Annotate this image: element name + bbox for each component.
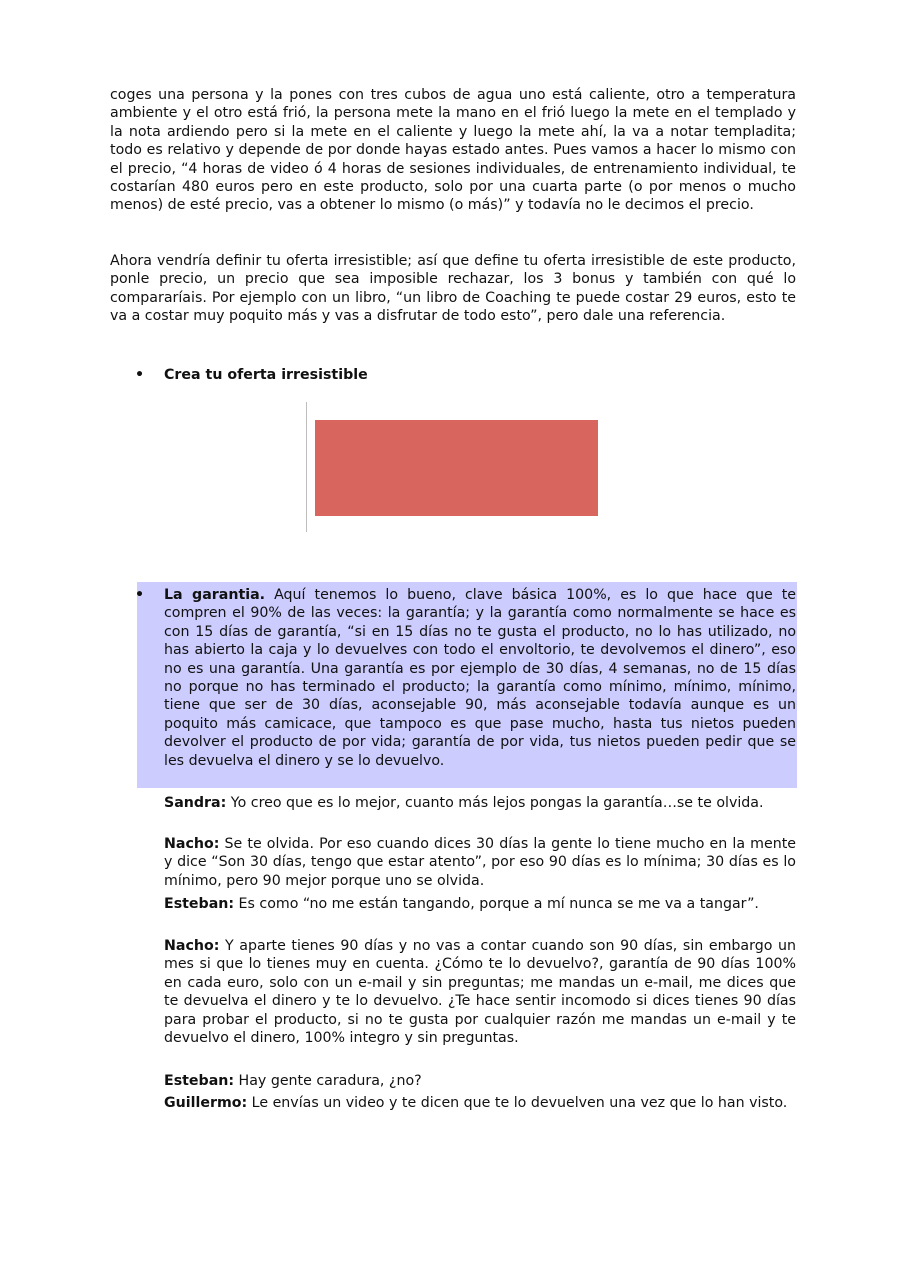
- diagram-shadow: [315, 420, 598, 516]
- dialog-line: [164, 1072, 796, 1090]
- diagram-guide-line: [306, 402, 307, 532]
- dialog-line: [164, 794, 796, 812]
- offer-table-diagram: [300, 400, 610, 540]
- dialog-line: [164, 835, 796, 890]
- dialog-text: Yo creo que es lo mejor, cuanto más lejos pongas la garantía…se te olvida.: [226, 795, 764, 811]
- speaker-name: Guillermo:: [164, 1095, 248, 1111]
- dialog-line: [164, 937, 796, 1047]
- dialog-line: [164, 1094, 796, 1112]
- bullet-body: [164, 586, 796, 770]
- speaker-name: Esteban:: [164, 896, 235, 912]
- body-paragraph: coges una persona y la pones con tres cubos de agua uno está caliente, otro a temperatura ambiente y el otro está frió, la persona mete la mano en el frió luego la mete en el templado y la nota ardiendo pero si la mete en el caliente y luego la mete ahí, la va a notar templadita; todo es relativo y depende de por donde hayas estado antes. Pues vamos a hacer lo mismo con el precio, “4 horas de video ó 4 horas de sesiones individuales, de entrenamiento individual, te costarían 480 euros pero en este producto, solo por una cuarta parte (o por menos o mucho menos) de esté precio, vas a obtener lo mismo (o más)” y todavía no le decimos el precio.: [110, 87, 796, 214]
- dialog-text: Se te olvida. Por eso cuando dices 30 días la gente lo tiene mucho en la mente y dice “Son 30 días, tengo que estar atento”, por eso 90 días es lo mínima; 30 días es lo mínimo, pero 90 mejor porque uno se olvida.: [164, 836, 796, 889]
- speaker-name: Esteban:: [164, 1073, 235, 1089]
- dialog-line: [164, 895, 796, 913]
- bullet-icon: •: [135, 367, 145, 383]
- speaker-name: Nacho:: [164, 938, 220, 954]
- speaker-name: Nacho:: [164, 836, 220, 852]
- dialog-text: Hay gente caradura, ¿no?: [234, 1073, 422, 1089]
- body-paragraph: Ahora vendría definir tu oferta irresistible; así que define tu oferta irresistible de este producto, ponle precio, un precio que sea imposible rechazar, los 3 bonus y también con qué lo compararíais. Por ejemplo con un libro, “un libro de Coaching te puede costar 29 euros, esto te va a costar muy poquito más y vas a disfrutar de todo esto”, pero dale una referencia.: [110, 253, 796, 325]
- bullet-item-oferta: [110, 366, 796, 386]
- dialog-text: Le envías un video y te dicen que te lo devuelven una vez que lo han visto.: [247, 1095, 788, 1111]
- speaker-name: Sandra:: [164, 795, 227, 811]
- dialog-text: Es como “no me están tangando, porque a mí nunca se me va a tangar”.: [234, 896, 759, 912]
- bullet-text: Aquí tenemos lo bueno, clave básica 100%, es lo que hace que te compren el 90% de las veces: la garantía; y la garantía como normalmente se hace es con 15 días de garantía, “si en 15 días no te gusta el producto, no lo has utilizado, no has abierto la caja y lo devuelves con todo el envoltorio, te devolvemos el dinero”, eso no es una garantía. Una garantía es por ejemplo de 30 días, 4 semanas, no de 15 días no porque no has terminado el producto; la garantía como mínimo, mínimo, mínimo, tiene que ser de 30 días, aconsejable 90, más aconsejable todavía aunque es un poquito más camicace, que tampoco es que pase mucho, hasta tus nietos pueden devolver el producto de por vida; garantía de por vida, tus nietos pueden pedir que se les devuelva el dinero y se lo devuelvo.: [164, 587, 796, 769]
- bullet-icon: •: [135, 587, 145, 603]
- bullet-heading: La garantia.: [164, 587, 266, 603]
- dialog-text: Y aparte tienes 90 días y no vas a contar cuando son 90 días, sin embargo un mes si que lo tienes muy en cuenta. ¿Cómo te lo devuelvo?, garantía de 90 días 100% en cada euro, solo con un e-mail y sin preguntas; me mandas un e-mail, me dices que te devuelva el dinero y te lo devuelvo. ¿Te hace sentir incomodo si dices tienes 90 días para probar el producto, si no te gusta por cualquier razón me mandas un e-mail y te devuelvo el dinero, 100% integro y sin preguntas.: [164, 938, 796, 1047]
- bullet-heading: Crea tu oferta irresistible: [164, 367, 368, 383]
